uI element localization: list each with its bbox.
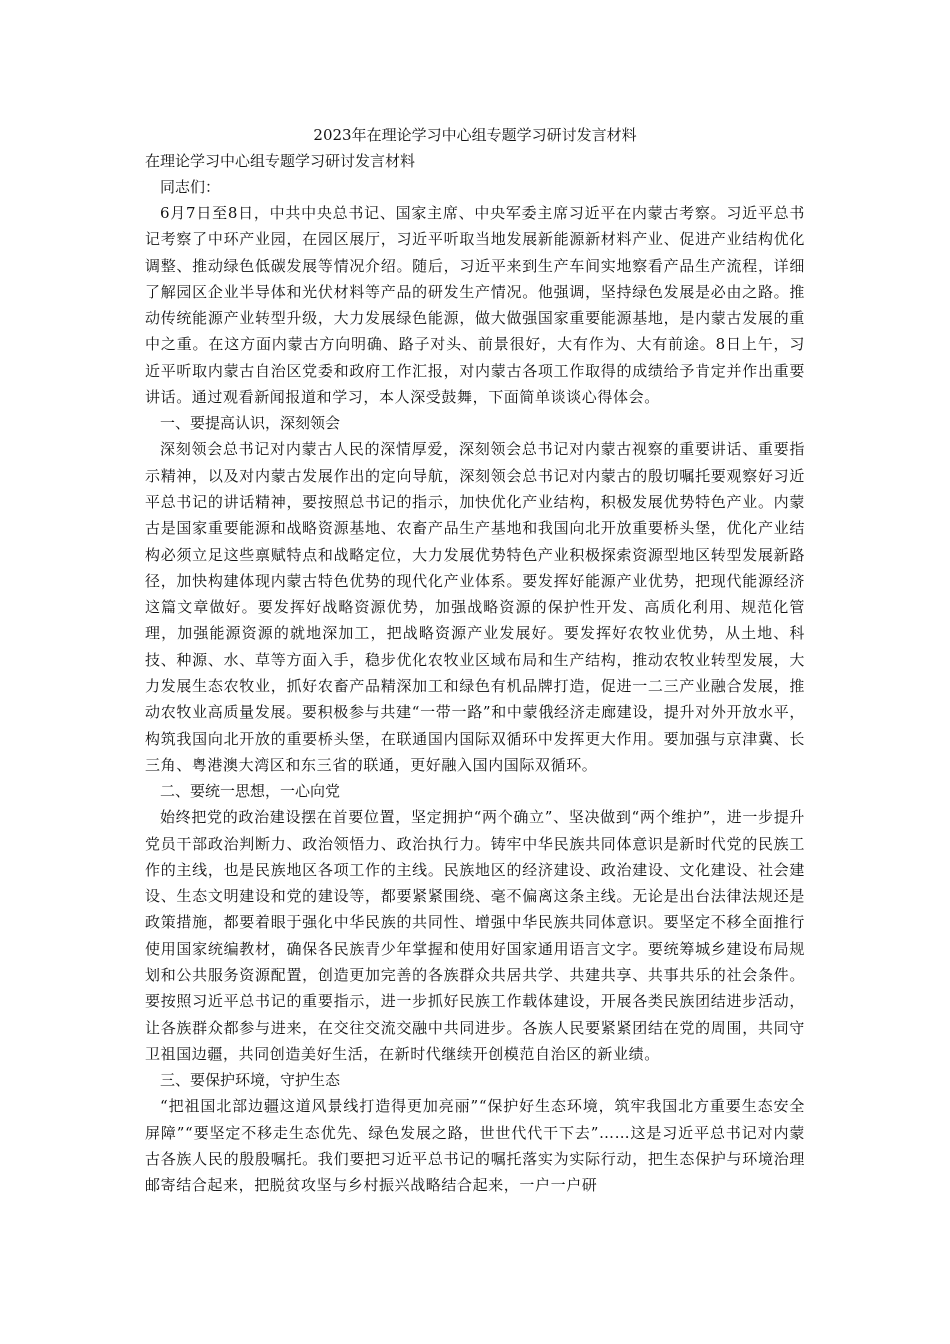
document-subtitle: 在理论学习中心组专题学习研讨发言材料 xyxy=(145,152,416,170)
section-3-body: “把祖国北部边疆这道风景线打造得更加亮丽”“保护好生态环境，筑牢我国北方重要生态安全屏障”“要坚定不移走生态优先、绿色发展之路，世世代代干下去”……这是习近平总书记对内蒙古各族人民的殷殷嘱托。我们要把习近平总书记的嘱托落实为实际行动，把生态保护与环境治理邮寄结合起来，把脱贫攻坚与乡村振兴战略结合起来，一户一户研 xyxy=(145,1097,805,1195)
section-3-heading: 三、要保护环境，守护生态 xyxy=(160,1071,341,1090)
section-2-heading: 二、要统一思想，一心向党 xyxy=(160,782,341,801)
section-1-heading: 一、要提高认识，深刻领会 xyxy=(160,414,341,433)
document-title: 2023年在理论学习中心组专题学习研讨发言材料 xyxy=(313,126,637,144)
intro-paragraph: 6月7日至8日，中共中央总书记、国家主席、中央军委主席习近平在内蒙古考察。习近平总书记考察了中环产业园，在园区展厅，习近平听取当地发展新能源新材料产业、促进产业结构优化调整、推动绿色低碳发展等情况介绍。随后，习近平来到生产车间实地察看产品生产流程，详细了解园区企业半导体和光伏材料等产品的研发生产情况。他强调，坚持绿色发展是必由之路。推动传统能源产业转型升级，大力发展绿色能源，做大做强国家重要能源基地，是内蒙古发展的重中之重。在这方面内蒙古方向明确、路子对头、前景很好，大有作为、大有前途。8日上午，习近平听取内蒙古自治区党委和政府工作汇报，对内蒙古各项工作取得的成绩给予肯定并作出重要讲话。通过观看新闻报道和学习，本人深受鼓舞，下面简单谈谈心得体会。 xyxy=(145,204,805,407)
section-2-body: 始终把党的政治建设摆在首要位置，坚定拥护“两个确立”、坚决做到“两个维护”，进一步提升党员干部政治判断力、政治领悟力、政治执行力。铸牢中华民族共同体意识是新时代党的民族工作的主线，也是民族地区各项工作的主线。民族地区的经济建设、政治建设、文化建设、社会建设、生态文明建设和党的建设等，都要紧紧围绕、毫不偏离这条主线。无论是出台法律法规还是政策措施，都要着眼于强化中华民族的共同性、增强中华民族共同体意识。要坚定不移全面推行使用国家统编教材，确保各民族青少年掌握和使用好国家通用语言文字。要统筹城乡建设布局规划和公共服务资源配置，创造更加完善的各族群众共居共学、共建共享、共事共乐的社会条件。要按照习近平总书记的重要指示，进一步抓好民族工作载体建设，开展各类民族团结进步活动，让各族群众都参与进来，在交往交流交融中共同进步。各族人民要紧紧团结在党的周围，共同守卫祖国边疆，共同创造美好生活，在新时代继续开创模范自治区的新业绩。 xyxy=(145,808,805,1063)
document-page xyxy=(145,122,805,1198)
section-1-body: 深刻领会总书记对内蒙古人民的深情厚爱，深刻领会总书记对内蒙古视察的重要讲话、重要指示精神，以及对内蒙古发展作出的定向导航，深刻领会总书记对内蒙古的殷切嘱托要观察好习近平总书记的讲话精神，要按照总书记的指示，加快优化产业结构，积极发展优势特色产业。内蒙古是国家重要能源和战略资源基地、农畜产品生产基地和我国向北开放重要桥头堡，优化产业结构必须立足这些禀赋特点和战略定位，大力发展优势特色产业积极探索资源型地区转型发展新路径，加快构建体现内蒙古特色优势的现代化产业体系。要发挥好能源产业优势，把现代能源经济这篇文章做好。要发挥好战略资源优势，加强战略资源的保护性开发、高质化利用、规范化管理，加强能源资源的就地深加工，把战略资源产业发展好。要发挥好农牧业优势，从土地、科技、种源、水、草等方面入手，稳步优化农牧业区域布局和生产结构，推动农牧业转型发展，大力发展生态农牧业，抓好农畜产品精深加工和绿色有机品牌打造，促进一二三产业融合发展，推动农牧业高质量发展。要积极参与共建“一带一路”和中蒙俄经济走廊建设，提升对外开放水平，构筑我国向北开放的重要桥头堡，在联通国内国际双循环中发挥更大作用。要加强与京津冀、长三角、粤港澳大湾区和东三省的联通，更好融入国内国际双循环。 xyxy=(145,440,805,774)
salutation: 同志们： xyxy=(160,178,221,196)
